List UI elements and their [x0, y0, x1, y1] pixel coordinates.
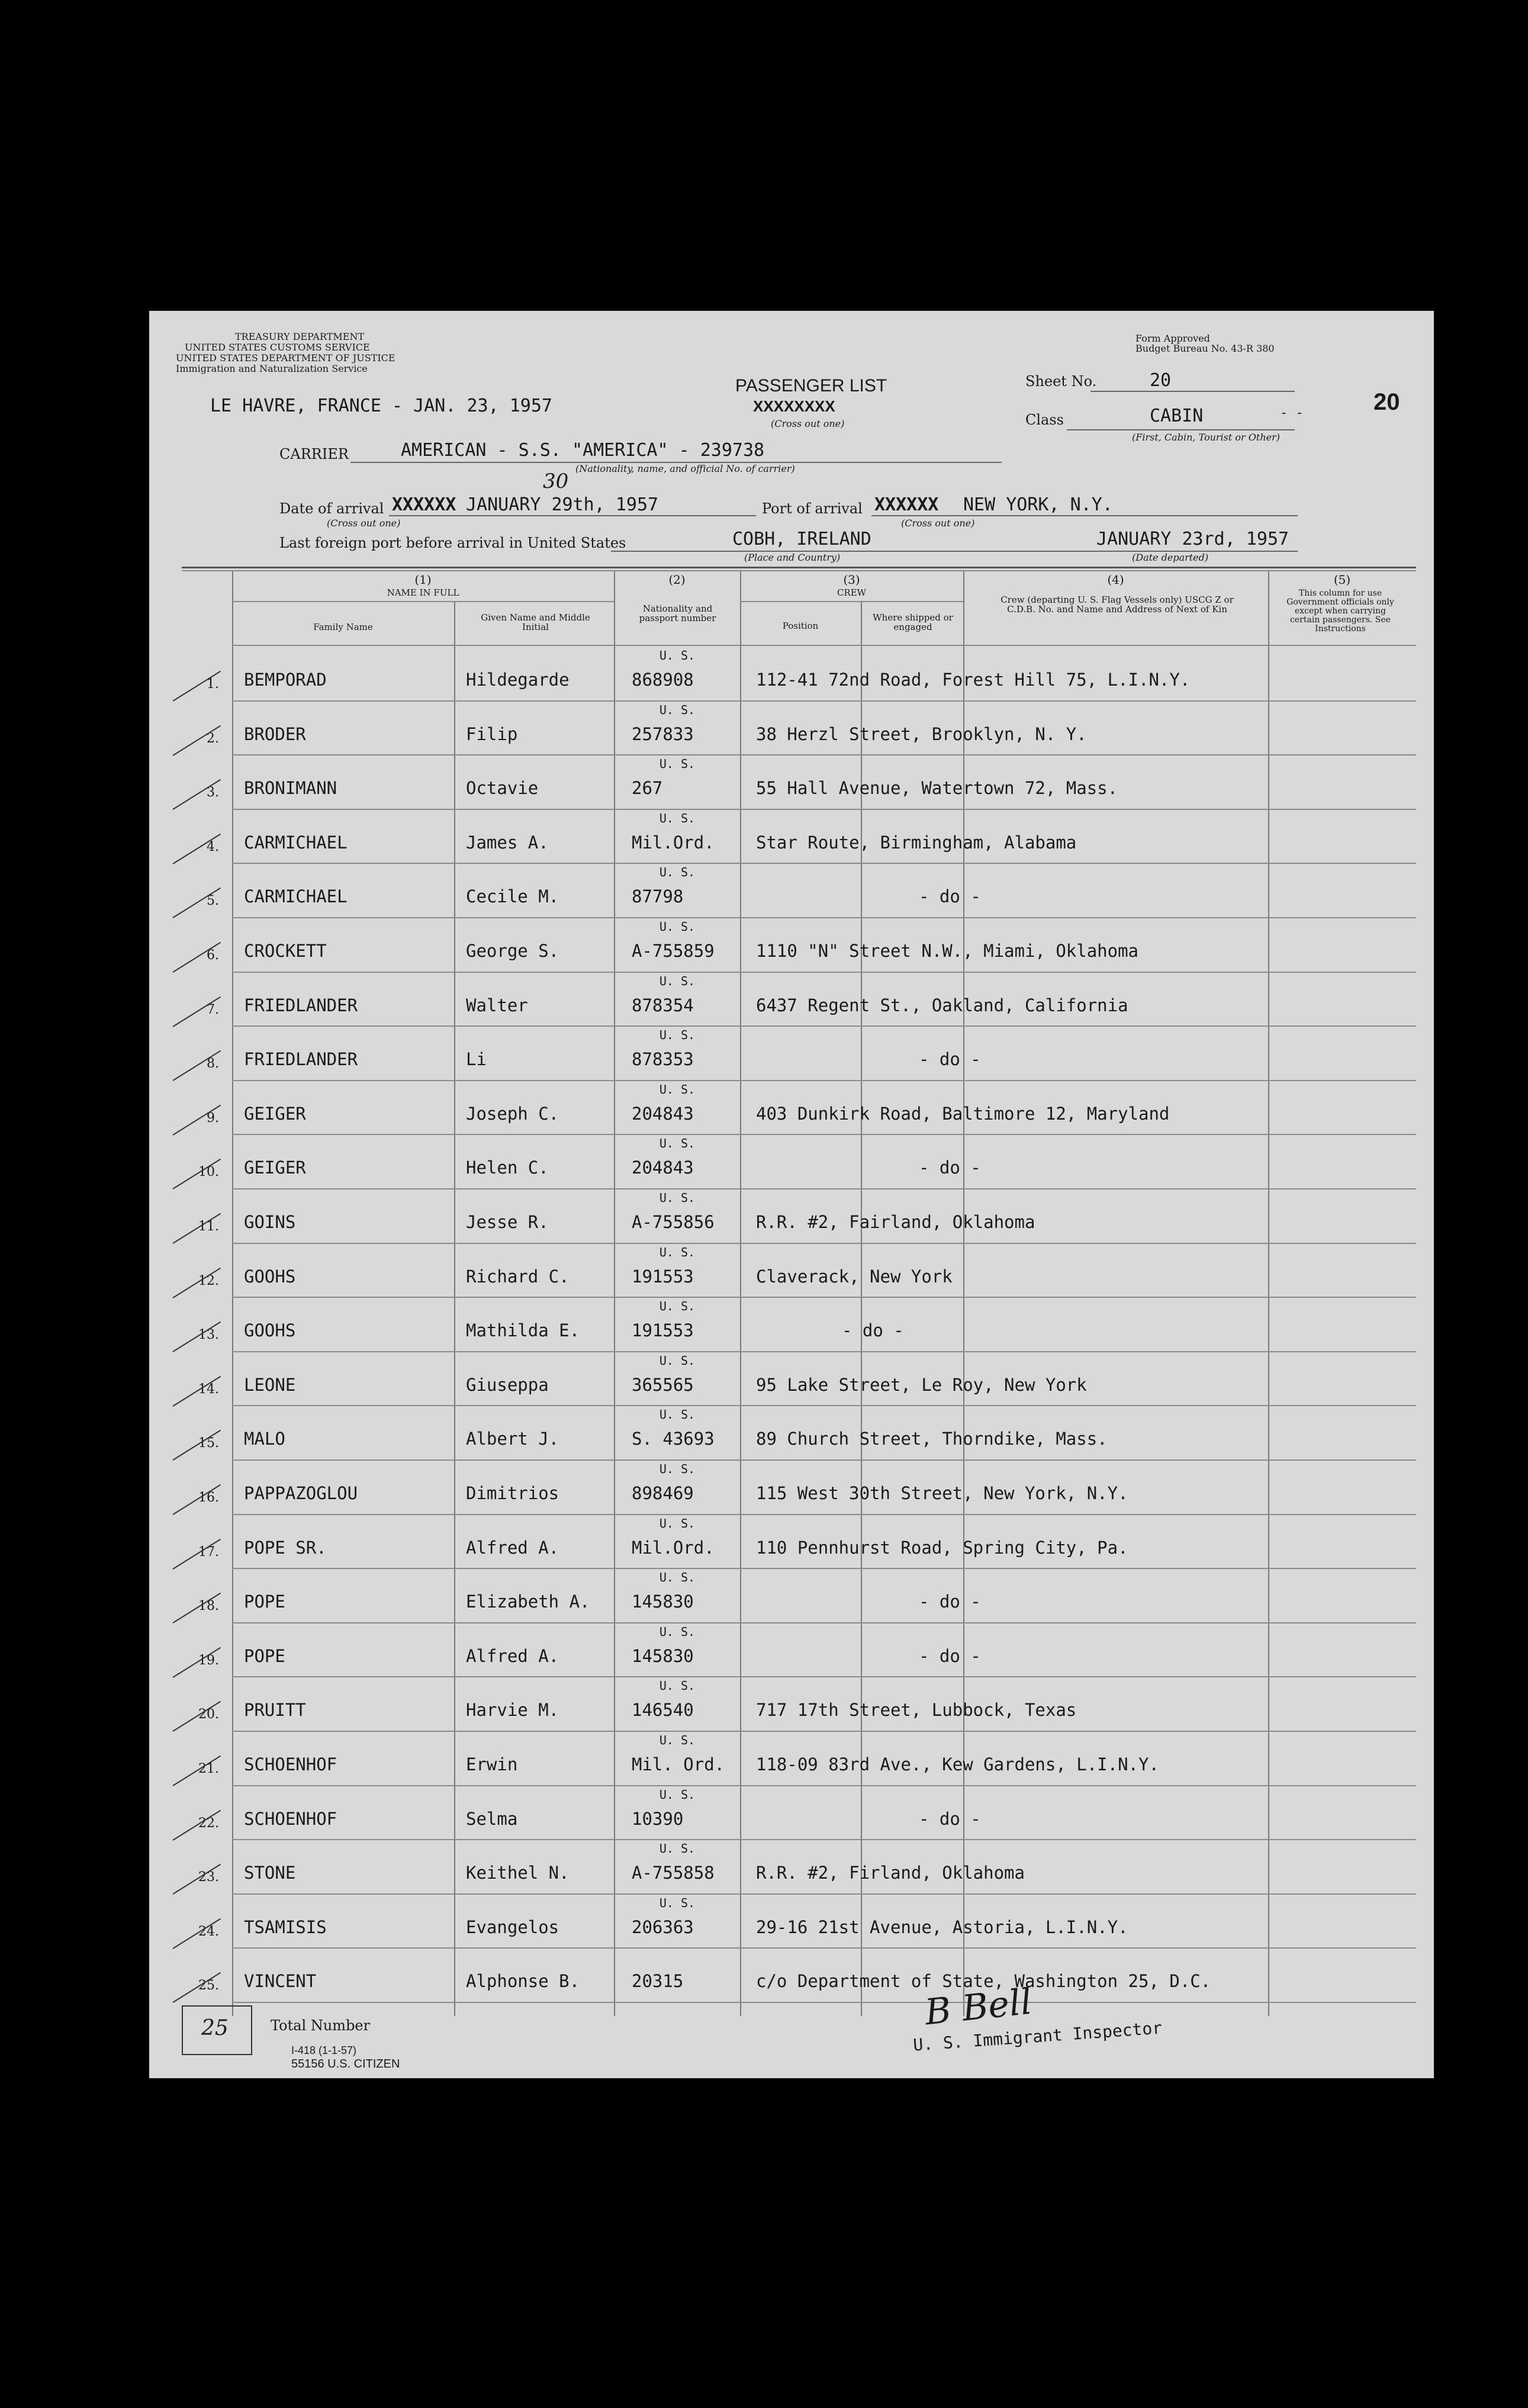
citizen-stamp: 55156 U.S. CITIZEN [291, 2057, 400, 2071]
row-address: - do - [919, 1592, 981, 1612]
row-number: 7. [207, 1002, 219, 1017]
col-divider [740, 571, 741, 2016]
col4-number: (4) [1107, 573, 1124, 587]
row-family-name: FRIEDLANDER [244, 995, 358, 1015]
class-label: Class [1025, 411, 1064, 428]
row-family-name: POPE SR. [244, 1537, 327, 1558]
row-address: 89 Church Street, Thorndike, Mass. [756, 1429, 1108, 1449]
row-passport: Mil.Ord. [632, 832, 715, 853]
row-rule [232, 863, 1416, 864]
row-rule [232, 1351, 1416, 1352]
row-nationality: U. S. [659, 1841, 696, 1856]
row-passport: 191553 [632, 1266, 694, 1287]
row-passport: 206363 [632, 1917, 694, 1937]
table-top-rule [182, 567, 1416, 568]
row-rule [232, 1188, 1416, 1189]
date-departed: JANUARY 23rd, 1957 [1096, 529, 1289, 549]
row-given-name: Jesse R. [466, 1212, 549, 1232]
sheet-no: 20 [1150, 370, 1172, 391]
row-number: 19. [198, 1653, 219, 1668]
form-number: I-418 (1-1-57) [291, 2044, 357, 2056]
row-given-name: Dimitrios [466, 1483, 559, 1503]
col-divider [454, 601, 455, 2016]
col-divider [861, 601, 862, 2016]
row-number: 8. [207, 1056, 219, 1072]
col4-title: Crew (departing U. S. Flag Vessels only) USCG Z or C.D.B. No. and Name and Address of Next of Kin [1001, 594, 1234, 615]
row-family-name: MALO [244, 1429, 285, 1449]
row-passport: 146540 [632, 1700, 694, 1721]
row-given-name: Hildegarde [466, 670, 570, 690]
row-family-name: CARMICHAEL [244, 832, 348, 853]
row-given-name: Filip [466, 724, 518, 744]
row-rule [232, 1080, 1416, 1081]
row-passport: 898469 [632, 1483, 694, 1503]
departure-line: LE HAVRE, FRANCE - JAN. 23, 1957 [210, 396, 552, 416]
row-nationality: U. S. [659, 920, 696, 934]
row-address: - do - [919, 1645, 981, 1666]
row-given-name: Joseph C. [466, 1103, 559, 1124]
row-number: 24. [198, 1924, 219, 1939]
last-port-value: COBH, IRELAND [732, 529, 871, 549]
total-value: 25 [201, 2016, 229, 2040]
row-number: 13. [198, 1327, 219, 1343]
inspector-label: U. S. Immigrant Inspector [912, 2018, 1163, 2055]
row-number: 22. [198, 1815, 219, 1831]
row-passport: 868908 [632, 670, 694, 690]
row-rule [232, 754, 1416, 755]
row-number: 20. [198, 1707, 219, 1722]
list-title: PASSENGER LIST [735, 376, 887, 396]
row-rule [232, 1676, 1416, 1677]
row-family-name: BRODER [244, 724, 306, 744]
row-family-name: GOOHS [244, 1266, 296, 1287]
row-number: 5. [207, 893, 219, 909]
row-passport: A-755856 [632, 1212, 715, 1232]
row-family-name: PRUITT [244, 1700, 306, 1721]
carrier-label: CARRIER [279, 446, 349, 462]
header-subrule [232, 601, 614, 602]
row-family-name: SCHOENHOF [244, 1754, 337, 1774]
row-rule [232, 1893, 1416, 1895]
row-family-name: POPE [244, 1592, 285, 1612]
row-given-name: Albert J. [466, 1429, 559, 1449]
row-rule [232, 1622, 1416, 1623]
col3-title: CREW [837, 587, 867, 598]
row-family-name: GEIGER [244, 1158, 306, 1178]
row-family-name: FRIEDLANDER [244, 1049, 358, 1070]
row-address: R.R. #2, Fairland, Oklahoma [756, 1212, 1035, 1232]
row-number: 14. [198, 1381, 219, 1397]
col-divider [614, 571, 615, 2016]
row-given-name: Elizabeth A. [466, 1592, 590, 1612]
row-address: R.R. #2, Firland, Oklahoma [756, 1863, 1025, 1883]
col1a-title: Family Name [313, 622, 373, 632]
title-cross-hint: (Cross out one) [771, 418, 845, 429]
row-rule [232, 972, 1416, 973]
row-rule [232, 1785, 1416, 1786]
row-given-name: Evangelos [466, 1917, 559, 1937]
arrival-underline [389, 515, 756, 516]
carrier-hint: (Nationality, name, and official No. of carrier) [575, 463, 795, 474]
row-given-name: Helen C. [466, 1158, 549, 1178]
row-number: 23. [198, 1870, 219, 1885]
row-given-name: Octavie [466, 778, 539, 799]
col5-title: This column for use Government officials only except when carrying certain passengers. See Instructions [1286, 589, 1394, 634]
class-dash: - - [1280, 406, 1304, 420]
row-rule [232, 1731, 1416, 1732]
row-given-name: Keithel N. [466, 1863, 570, 1883]
agency-block [176, 332, 395, 374]
row-family-name: TSAMISIS [244, 1917, 327, 1937]
row-family-name: CARMICHAEL [244, 886, 348, 907]
row-passport: 191553 [632, 1320, 694, 1341]
row-address: 118-09 83rd Ave., Kew Gardens, L.I.N.Y. [756, 1754, 1159, 1774]
row-address: 55 Hall Avenue, Watertown 72, Mass. [756, 778, 1118, 799]
row-passport: 204843 [632, 1103, 694, 1124]
header-bottom-rule [232, 645, 1416, 646]
total-label: Total Number [271, 2017, 371, 2034]
row-nationality: U. S. [659, 1245, 696, 1259]
row-family-name: GOINS [244, 1212, 296, 1232]
row-given-name: George S. [466, 941, 559, 961]
row-nationality: U. S. [659, 865, 696, 880]
row-address: c/o Department of State, Washington 25, D.C. [756, 1971, 1211, 1992]
row-address: - do - [842, 1320, 904, 1341]
row-passport: 204843 [632, 1158, 694, 1178]
row-nationality: U. S. [659, 702, 696, 717]
row-number: 9. [207, 1110, 219, 1126]
col1b-title: Given Name and Middle Initial [481, 612, 590, 632]
col5-number: (5) [1333, 573, 1351, 587]
title-crossed: XXXXXXXX [753, 397, 835, 415]
arrival-hint: (Cross out one) [327, 517, 401, 529]
row-nationality: U. S. [659, 1679, 696, 1693]
class-hint: (First, Cabin, Tourist or Other) [1132, 432, 1280, 443]
arrival-crossed: XXXXXX [392, 494, 456, 515]
row-rule [232, 2002, 1416, 2003]
row-nationality: U. S. [659, 1895, 696, 1910]
row-nationality: U. S. [659, 1028, 696, 1043]
row-given-name: Giuseppa [466, 1374, 549, 1395]
row-rule [232, 1514, 1416, 1515]
passenger-list-document [149, 311, 1434, 2078]
row-number: 1. [207, 677, 219, 692]
col2-title: Nationality and passport number [639, 603, 716, 623]
row-address: 38 Herzl Street, Brooklyn, N. Y. [756, 724, 1087, 744]
row-passport: 878354 [632, 995, 694, 1015]
port-label: Port of arrival [762, 500, 863, 517]
row-number: 16. [198, 1490, 219, 1505]
row-rule [232, 1839, 1416, 1840]
row-rule [232, 1459, 1416, 1461]
row-passport: 878353 [632, 1049, 694, 1070]
sheet-underline [1090, 391, 1295, 392]
row-address: 112-41 72nd Road, Forest Hill 75, L.I.N.Y. [756, 670, 1191, 690]
row-passport: 145830 [632, 1645, 694, 1666]
row-address: Star Route, Birmingham, Alabama [756, 832, 1077, 853]
row-given-name: Alphonse B. [466, 1971, 580, 1992]
row-address: 95 Lake Street, Le Roy, New York [756, 1374, 1087, 1395]
row-passport: 267 [632, 778, 663, 799]
row-rule [232, 1405, 1416, 1406]
row-given-name: Alfred A. [466, 1645, 559, 1666]
row-nationality: U. S. [659, 1570, 696, 1585]
row-nationality: U. S. [659, 1191, 696, 1205]
row-given-name: Harvie M. [466, 1700, 559, 1721]
budget-bureau: Budget Bureau No. 43-R 380 [1135, 343, 1275, 354]
row-number: 4. [207, 839, 219, 854]
row-address: 29-16 21st Avenue, Astoria, L.I.N.Y. [756, 1917, 1128, 1937]
row-family-name: SCHOENHOF [244, 1808, 337, 1829]
row-nationality: U. S. [659, 1787, 696, 1802]
row-number: 6. [207, 948, 219, 963]
row-number: 10. [198, 1165, 219, 1180]
row-given-name: Selma [466, 1808, 518, 1829]
row-number: 11. [198, 1219, 219, 1234]
agency-line: Immigration and Naturalization Service [176, 363, 368, 374]
row-nationality: U. S. [659, 1353, 696, 1368]
header-subrule [740, 601, 963, 602]
row-passport: 20315 [632, 1971, 684, 1992]
row-number: 25. [198, 1978, 219, 1994]
row-address: - do - [919, 1049, 981, 1070]
col1-title: NAME IN FULL [387, 587, 459, 598]
row-number: 17. [198, 1544, 219, 1560]
row-family-name: CROCKETT [244, 941, 327, 961]
row-family-name: PAPPAZOGLOU [244, 1483, 358, 1503]
row-given-name: Li [466, 1049, 487, 1070]
row-family-name: BEMPORAD [244, 670, 327, 690]
arrival-correction: 30 [543, 470, 569, 493]
row-number: 21. [198, 1761, 219, 1776]
row-family-name: BRONIMANN [244, 778, 337, 799]
form-approved: Form Approved [1135, 333, 1210, 344]
row-rule [232, 1025, 1416, 1027]
row-nationality: U. S. [659, 1299, 696, 1314]
last-port-label: Last foreign port before arrival in United States [279, 535, 626, 551]
row-family-name: STONE [244, 1863, 296, 1883]
port-hint: (Cross out one) [901, 517, 975, 529]
agency-line: UNITED STATES DEPARTMENT OF JUSTICE [176, 352, 395, 364]
row-address: 110 Pennhurst Road, Spring City, Pa. [756, 1537, 1128, 1558]
row-given-name: Richard C. [466, 1266, 570, 1287]
row-given-name: James A. [466, 832, 549, 853]
col1-number: (1) [414, 573, 432, 587]
date-departed-hint: (Date departed) [1132, 552, 1209, 563]
row-address: - do - [919, 1158, 981, 1178]
class-value: CABIN [1150, 406, 1204, 426]
col3b-title: Where shipped or engaged [873, 612, 953, 632]
table-top-rule-2 [182, 570, 1416, 571]
col-divider [1268, 571, 1269, 2016]
row-nationality: U. S. [659, 1733, 696, 1747]
row-rule [232, 917, 1416, 918]
row-nationality: U. S. [659, 1624, 696, 1639]
row-nationality: U. S. [659, 973, 696, 988]
row-address: 115 West 30th Street, New York, N.Y. [756, 1483, 1128, 1503]
sheet-label: Sheet No. [1025, 373, 1097, 390]
col3-number: (3) [843, 573, 860, 587]
row-nationality: U. S. [659, 811, 696, 825]
row-address: - do - [919, 886, 981, 907]
row-given-name: Erwin [466, 1754, 518, 1774]
last-port-hint: (Place and Country) [744, 552, 841, 563]
row-number: 3. [207, 785, 219, 800]
row-address: Claverack, New York [756, 1266, 953, 1287]
row-number: 12. [198, 1273, 219, 1288]
row-passport: 257833 [632, 724, 694, 744]
row-family-name: VINCENT [244, 1971, 317, 1992]
arrival-label: Date of arrival [279, 500, 384, 517]
row-given-name: Mathilda E. [466, 1320, 580, 1341]
row-rule [232, 700, 1416, 702]
port-crossed: XXXXXX [874, 494, 939, 515]
row-address: 1110 "N" Street N.W., Miami, Oklahoma [756, 941, 1139, 961]
row-nationality: U. S. [659, 757, 696, 771]
row-nationality: U. S. [659, 1462, 696, 1476]
row-family-name: LEONE [244, 1374, 296, 1395]
row-address: 403 Dunkirk Road, Baltimore 12, Maryland [756, 1103, 1170, 1124]
row-passport: 365565 [632, 1374, 694, 1395]
row-rule [232, 1947, 1416, 1949]
row-given-name: Walter [466, 995, 528, 1015]
port-value: NEW YORK, N.Y. [963, 494, 1113, 515]
row-family-name: POPE [244, 1645, 285, 1666]
row-number: 2. [207, 731, 219, 746]
agency-line: UNITED STATES CUSTOMS SERVICE [185, 342, 370, 353]
row-passport: A-755858 [632, 1863, 715, 1883]
row-family-name: GOOHS [244, 1320, 296, 1341]
port-underline [871, 515, 1298, 516]
row-address: 6437 Regent St., Oakland, California [756, 995, 1128, 1015]
row-passport: Mil.Ord. [632, 1537, 715, 1558]
row-passport: 10390 [632, 1808, 684, 1829]
row-family-name: GEIGER [244, 1103, 306, 1124]
row-address: 717 17th Street, Lubbock, Texas [756, 1700, 1077, 1721]
row-given-name: Alfred A. [466, 1537, 559, 1558]
row-passport: A-755859 [632, 941, 715, 961]
row-given-name: Cecile M. [466, 886, 559, 907]
row-rule [232, 1243, 1416, 1244]
col3a-title: Position [782, 621, 819, 631]
row-nationality: U. S. [659, 1407, 696, 1422]
row-passport: 145830 [632, 1592, 694, 1612]
col2-number: (2) [668, 573, 686, 587]
row-nationality: U. S. [659, 1516, 696, 1531]
inspector-signature: B Bell [922, 1981, 1034, 2034]
row-number: 15. [198, 1436, 219, 1451]
row-rule [232, 809, 1416, 810]
row-passport: 87798 [632, 886, 684, 907]
row-nationality: U. S. [659, 648, 696, 663]
row-nationality: U. S. [659, 1082, 696, 1097]
row-address: - do - [919, 1808, 981, 1829]
row-rule [232, 1134, 1416, 1135]
row-passport: S. 43693 [632, 1429, 715, 1449]
col-divider [232, 571, 233, 2016]
row-number: 18. [198, 1599, 219, 1614]
row-rule [232, 1568, 1416, 1569]
row-rule [232, 1297, 1416, 1298]
class-underline [1067, 429, 1295, 430]
agency-line: TREASURY DEPARTMENT [235, 331, 365, 342]
carrier-value: AMERICAN - S.S. "AMERICA" - 239738 [401, 440, 765, 461]
row-passport: Mil. Ord. [632, 1754, 725, 1774]
arrival-value: JANUARY 29th, 1957 [466, 494, 659, 515]
corner-number: 20 [1373, 389, 1400, 415]
row-nationality: U. S. [659, 1136, 696, 1151]
